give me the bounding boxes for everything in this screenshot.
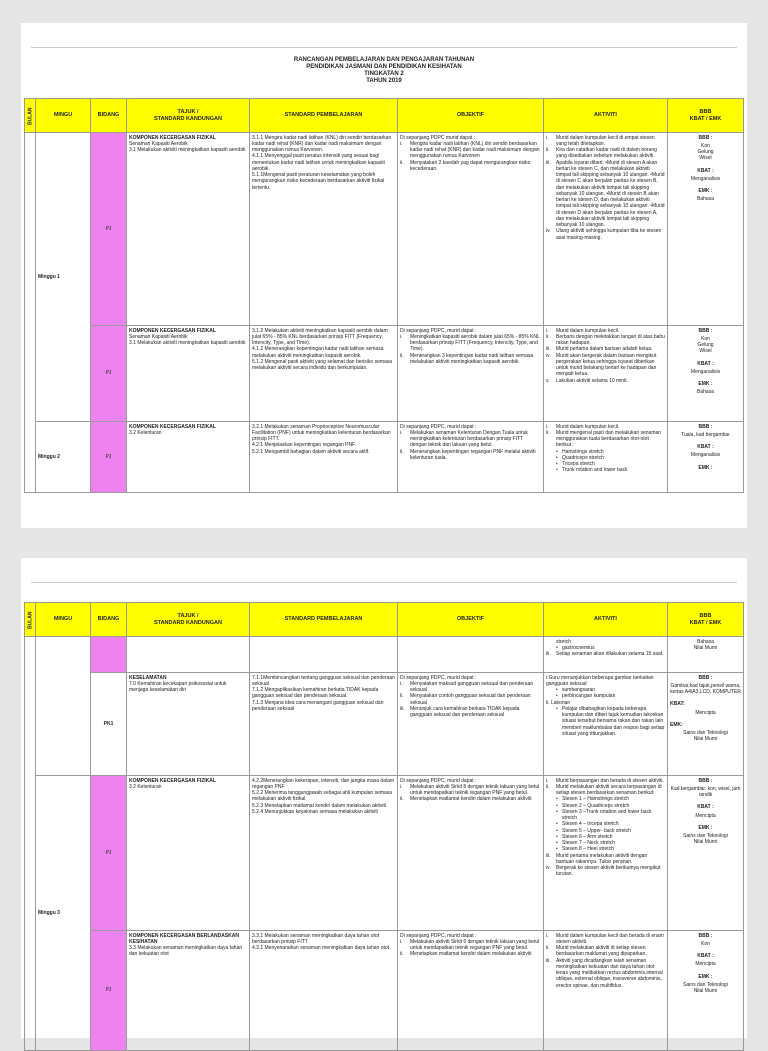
header-bbb-line1: BBB — [699, 108, 712, 115]
tajuk-cell — [127, 133, 250, 326]
tajuk-sub: 3.1 Melakukan aktiviti meningkatkan kapasiti aerobik — [129, 147, 246, 153]
sp-item: 5.2.1 Mengambil bahagian dalam aktiviti secara aktif. — [252, 448, 370, 455]
list-number: i. — [546, 932, 549, 939]
bullet-item: • Tricepa stretch — [546, 461, 665, 467]
list-text: Murid pertama melakukan aktiviti dengan bantuan rakannya. Tukar peranan. — [556, 852, 648, 865]
sp-item: 4.1.2 Menerangkan kepentingan kadar nadi latihan semasa melakukan aktiviti meningkatkan kapasiti aerobik. — [252, 346, 384, 359]
list-number: iii. — [546, 159, 551, 166]
bullet-item: • Stesen 8 – Heel stretch — [546, 846, 665, 852]
list-item — [400, 430, 541, 449]
list-text: Murid berpasangan dan berada di stesen aktiviti. — [556, 777, 664, 784]
header-tajuk-line1: TAJUK / — [177, 612, 199, 619]
bbb-items: Kon — [701, 940, 710, 947]
kbat-heading: KBAT : — [697, 167, 714, 174]
list-item — [400, 449, 541, 462]
list-text: Meningkatkan kapasiti aerobik dalam julat 65% - 85% KNL berdasarkan prinsip FITT (Frequency, Intencity, Type, and Time). — [410, 333, 540, 353]
header-minggu: MINGU — [36, 603, 91, 637]
sp-item: 4.3.1 Menyenaraikan senaman meningkatkan daya tahan otot — [252, 945, 390, 951]
sp-item: 3.1.2 Melakukan aktiviti meningkatkan kapasiti aerobik dalam julat 65% - 85% KNL berdasarkan prinsip FITT (Frequency, Intencity, Type, and Time). — [252, 327, 388, 346]
bbb-items: Kad bergambar, kon, wisel, jam randik — [670, 785, 741, 798]
list-text: Murid dalam kumpulan kecil di empat stesen yang telah ditetapkan. — [556, 134, 655, 147]
sp-item: 5.2.4 Menunjukkan keyakinan semasa melakukan aktiviti — [252, 808, 378, 815]
list-item — [546, 228, 665, 241]
sp-cell — [250, 673, 398, 776]
list-number: ii. — [546, 147, 550, 153]
list-text: Menerangkan kepentingan regangan PNF melalui aktiviti kelenturan tuala. — [410, 448, 536, 461]
aktiviti-cell — [544, 637, 668, 673]
list-text: Murid melakukan aktiviti di setiap stesen berdasarkan maklumat yang dipaparkan. — [556, 945, 647, 958]
emk-cell: Bahasa Nilai Murni — [668, 637, 744, 673]
objektif-intro: Di sepanjang PDPC, murid dapat : — [400, 674, 477, 681]
table-row — [25, 637, 744, 673]
list-text: Menetapkan matlamat kendiri dalam melakukan aktiviti — [410, 796, 532, 803]
header-objektif: OBJEKTIF — [398, 99, 544, 133]
aktiviti-cell — [544, 673, 668, 776]
bullet-item: • Stesen 3 –Trunk rotation and lower back stretch — [546, 809, 665, 822]
bbb-heading: BBB : — [698, 932, 713, 939]
list-text: Mengira kadar nadi latihan (KNL) diri sendiri berdasarkan kadar nadi rehat (KNR) dan kadar nadi maksimum dengan menggunakan rumus Karvonen — [410, 140, 540, 160]
list-text: Murid mengenal pasti dan melakukan senaman menggunakan tuala berdasarkan otot-otot berikut : — [556, 429, 662, 449]
list-text: Menyatakan 2 kaedah yag dapat mengurangkan risiko kecederaan. — [410, 159, 531, 172]
title-line-1: RANCANGAN PEMBELAJARAN DAN PENGAJARAN TAHUNAN — [293, 57, 475, 63]
list-item — [546, 945, 665, 958]
emk-heading: EMK : — [698, 824, 713, 831]
list-number: iii. — [546, 651, 551, 657]
sp-item: 4.1.1 Menyenggal pasti peratus intensiti yang sesuai bagi menentukan kadar nadi latihan untuk meningkatkan kapasiti aerobik. — [252, 153, 385, 172]
tajuk-heading: KOMPONEN KECERGASAN BERLANDASKAN KESIHATAN — [129, 932, 240, 945]
list-number: iv. — [546, 865, 551, 871]
header-objektif: OBJEKTIF — [398, 603, 544, 637]
bullet-item: • sumbangsaran — [546, 687, 665, 693]
aktiviti-cell — [544, 326, 668, 422]
bbb-cell — [668, 776, 744, 931]
bbb-items: Tuala, kad bergambar — [681, 431, 730, 438]
list-text: Melakukan aktiviti Sirkit 6 dengan teknik lakuan yang betul untuk mendapatkan teknik regangan PNF yang betul. — [410, 938, 540, 951]
list-number: ii. — [546, 783, 550, 790]
kbat-heading: KBAT : — [697, 444, 714, 450]
list-text: Berbaris dengan meletakkan tangan di atas bahu rakan hadapan. — [556, 333, 665, 346]
plan-table — [24, 602, 744, 1051]
tajuk-sub: 3.2 Kelenturan — [129, 429, 162, 436]
list-text: Murid pertama dalam barisan adalah ketua. — [556, 346, 653, 353]
document-page-2 — [21, 558, 747, 1038]
bullet-item: • perbincangan kumpulan — [546, 693, 665, 699]
bulan-cell — [25, 133, 36, 493]
list-number: i. — [400, 333, 403, 340]
bidang-cell: PK1 — [91, 673, 127, 776]
kbat-value: Mencipta — [695, 812, 716, 819]
header-row — [25, 99, 744, 133]
list-item — [400, 160, 541, 173]
emk-heading: EMK : — [698, 464, 713, 471]
bbb-cell — [668, 931, 744, 1051]
emk-heading: EMK : — [698, 973, 713, 980]
list-text: Menetapkan matlamat kendiri dalam melakukan aktiviti — [410, 951, 532, 958]
list-item — [546, 865, 665, 878]
bullet-item: • Quadriceps stretch — [546, 455, 665, 461]
list-number: iv. — [546, 352, 551, 359]
bullet-item: • Pelajar dibahagikan kepada beberapa kumpulan dan diberi tajuk kemudian lakonkan situasi tersebut bersama rakan dan rakan lain memberi maklumbalas dan respon bagi setiap situasi yang ditunjukkan. — [546, 706, 665, 737]
tajuk-sub: Senaman Kapasiti Aerobik — [129, 140, 188, 147]
bullet-item: • Stesen 5 – Upper- back stretch — [546, 828, 665, 834]
sp-item: 7.1.2 Mengaplikasikan kemahiran berkata TIDAK kepada gangguan seksual dan penderaan seksual. — [252, 687, 379, 700]
list-number: v. — [546, 377, 550, 384]
list-number: i. — [546, 327, 549, 334]
sp-cell — [250, 776, 398, 931]
bullet-item: • Stesen 4 – tricepa stretch — [546, 821, 665, 827]
bbb-cell — [668, 133, 744, 326]
bbb-heading: BBB : — [698, 423, 713, 430]
header-bbb — [668, 603, 744, 637]
list-text: Apabila isyarat diberi: •Murid di stesen A akan berlari ke stesen C, dan melakukan aktiviti lompat tali skipping sebanyak 10 ulangan. •Murid di stesen C akan berjalan pantas ke stesen B, dan melakukan aktiviti lompat tali skipping sebanyak 10 ulangan. •Murid di stesen B akan berlari ke stesen D, dan melakukan aktiviti lompat tali skipping sebanyak 10 ulangan. •Murid di stesen D akan berjalan pantas ke stesen A, dan melakukan aktiviti lompat tali skipping sebanyak 10 ulangan. — [556, 159, 665, 228]
bbb-cell — [668, 326, 744, 422]
tajuk-cell — [127, 637, 250, 673]
objektif-cell — [398, 776, 544, 931]
list-text: Menyatakan contoh gangguan seksual dan penderaan seksual — [410, 693, 531, 706]
list-text: Melakukan senaman Kelenturan Dengan Tuala untuk meningkatkan kelenturan berdasarkan prinsip FITT dengan teknik dan lakuan yang betul. — [410, 429, 528, 449]
bbb-heading: BBB : — [698, 327, 713, 334]
list-text: Murid dalam kumpulan kecil. — [556, 423, 620, 430]
bbb-items: Gambar,kad tajuk,pensil warna, kertas A4/A3,LCD, KOMPUTER — [670, 682, 741, 695]
bidang-cell: PJ — [91, 776, 127, 931]
objektif-cell — [398, 326, 544, 422]
bbb-heading: BBB : — [698, 674, 713, 681]
objektif-cell — [398, 931, 544, 1051]
header-minggu: MINGU — [36, 99, 91, 133]
list-text: Aktiviti yang dicadangkan ialah senaman meningkatkan kekuatan dan daya tahan otot lenas yang melibatkan rectus abdominis,internal oblique, external oblique, transverse abdominis, erector spinae, dan multifidus. — [556, 957, 663, 989]
list-item — [400, 706, 541, 719]
tajuk-sub: Senaman Kapasiti Aerobik — [129, 333, 188, 340]
list-number: iv. — [546, 228, 551, 235]
sp-item: 5.1.2 Mengenal pasti aktiviti yang selamat dan berisiko semasa melakukan aktiviti secara individu dan berkumpulan. — [252, 358, 393, 371]
sp-item: 5.2.3 Menetapkan matlamat kendiri dalam melakukan aktiviti — [252, 802, 386, 809]
list-text: Murid dalam kumpulan kecil dan berada di enam stesen aktiviti. — [556, 932, 664, 945]
list-item — [546, 430, 665, 449]
sp-cell — [250, 133, 398, 326]
list-item — [546, 160, 665, 229]
bullet-item: • gastrocnemius — [546, 645, 665, 651]
list-number: i. — [400, 680, 403, 687]
header-bbb-line2: KBAT / EMK — [689, 115, 722, 122]
header-tajuk-line2: STANDARD KANDUNGAN — [153, 619, 223, 626]
list-text: Menyatakan maksud gangguan seksual dan penderaan seksual — [410, 680, 534, 693]
header-bidang: BIDANG — [91, 99, 127, 133]
bullet-item: • Trunk rotation and lower back — [546, 467, 665, 473]
list-item — [400, 334, 541, 353]
document-page-1 — [21, 23, 747, 528]
aktiviti-item: i.Guru menunjukkan beberapa gambar berkaitan gangguan seksual — [546, 674, 654, 687]
list-item — [546, 353, 665, 378]
objektif-cell — [398, 673, 544, 776]
header-tajuk — [127, 99, 250, 133]
list-item — [546, 853, 665, 866]
tajuk-cell — [127, 326, 250, 422]
list-item — [546, 135, 665, 148]
table-row — [25, 673, 744, 776]
objektif-cell — [398, 133, 544, 326]
list-text: Kira dan catatkan kadar nadi di dalam borang yang disediakan sebelum melakukan aktiviti. — [556, 147, 657, 160]
minggu-cell: Minggu 1 — [36, 133, 91, 422]
objektif-cell — [398, 637, 544, 673]
bbb-cell — [668, 673, 744, 776]
list-text: Bergerak ke stesen aktiviti berikutnya mengikut turutan. — [556, 865, 661, 878]
sp-cell — [250, 326, 398, 422]
list-item — [400, 951, 541, 957]
bullet-item: • Hamstrings stretch — [546, 449, 665, 455]
list-text: Murid dalam kumpulan kecil. — [556, 327, 620, 334]
tajuk-heading: KOMPONEN KECERGASAN FIZIKAL — [129, 777, 216, 784]
sp-item: 7.1.3 Menjana idea cara menangani gangguan seksual dan penderaan seksual — [252, 699, 384, 712]
list-text: Ulang aktiviti sehingga kumpulan tiba ke stesen asal masing-masing. — [556, 228, 662, 241]
list-text: Menerangkan 3 kepentingan kadar nadi latihan semasa melakukan aktiviti meningkatkan kapasiti aerobik. — [410, 352, 534, 365]
list-item — [400, 939, 541, 952]
emk-value: Sains dan Teknologi Nilai Murni — [683, 730, 728, 743]
list-number: ii. — [546, 333, 550, 340]
header-sp: STANDARD PEMBELAJARAN — [250, 99, 398, 133]
plan-table — [24, 98, 744, 493]
bidang-cell: PJ — [91, 931, 127, 1051]
list-number: i. — [546, 777, 549, 784]
sp-item: 5.2.2 Menerima tanggungjawab sebagai ahli kumpulan semasa melakukan aktiviti fizikal — [252, 790, 393, 803]
header-bidang: BIDANG — [91, 603, 127, 637]
kbat-heading: KBAT : — [697, 953, 714, 959]
list-number: ii. — [400, 693, 404, 700]
kbat-value: Menganalisis — [690, 175, 721, 182]
header-aktiviti: AKTIVITI — [544, 99, 668, 133]
title-line-2: PENDIDIKAN JASMANI DAN PENDIDIKAN KESIHATAN — [306, 64, 462, 70]
bbb-items: Kon Gelung Wisel — [697, 335, 714, 355]
list-number: iii. — [546, 957, 551, 964]
table-row — [25, 326, 744, 422]
tajuk-heading: KOMPONEN KECERGASAN FIZIKAL — [129, 423, 216, 430]
objektif-cell — [398, 422, 544, 493]
list-number: ii. — [400, 159, 404, 166]
list-number: ii. — [400, 796, 404, 803]
objektif-intro: Di sepanjang PDPC, murid dapat : — [400, 932, 477, 939]
emk-heading: EMK : — [698, 381, 713, 387]
sp-item: 7.1.1Membincangkan tentang gangguan seksual dan penderaan seksual — [252, 674, 395, 687]
list-item — [400, 681, 541, 694]
aktiviti-item: ii. Lakonan — [546, 699, 571, 706]
aktiviti-continued: stretch — [556, 638, 572, 645]
tajuk-heading: KESELAMATAN — [129, 674, 167, 681]
list-number: i. — [400, 783, 403, 790]
list-number: ii. — [400, 352, 404, 359]
aktiviti-cell — [544, 422, 668, 493]
list-item — [546, 958, 665, 989]
title-line-3: TINGKATAN 2 — [364, 71, 404, 77]
sp-item: 4.2.1 Menjelaskan kepentingan regangan PNF. — [252, 442, 356, 449]
minggu-cell: Minggu 2 — [36, 422, 91, 493]
tajuk-sub: 7.0 Kemahiran kecekapan psikososial untuk menjaga keselamatan diri — [129, 680, 227, 693]
bidang-cell: PJ — [91, 422, 127, 493]
tajuk-sub: 3.2 Kelenturan — [129, 783, 162, 790]
sp-item: 3.2.1 Melakukan senaman Proprioceptive Neuromuscular Facilitation (PNF) untuk meningkatkan kelenturan berdasarkan prinsip FITT. — [252, 423, 391, 442]
list-item — [546, 147, 665, 160]
emk-value: Sains dan Teknologi Nilai Murni — [683, 981, 728, 994]
list-item — [546, 933, 665, 946]
document-title — [21, 57, 747, 85]
header-bulan: BULAN — [25, 603, 36, 637]
table-row — [25, 422, 744, 493]
tajuk-sub: 3.1 Melakukan aktiviti meningkatkan kapasiti aerobik — [129, 340, 246, 346]
bbb-cell — [668, 422, 744, 493]
tajuk-cell — [127, 422, 250, 493]
title-line-4: TAHUN 2019 — [366, 78, 402, 84]
list-number: i. — [400, 140, 403, 147]
sp-item: 4.2.2Menerangkan kekerapan, intensiti, dan jangka masa dalam regangan PNF — [252, 777, 395, 790]
emk-value: Bahasa — [697, 389, 714, 396]
list-item — [546, 378, 665, 384]
list-text: Murid akan bergerak dalam barisan mengikut pergerakan ketua sehingga isyarat diberikan untuk murid belakang berlari ke hadapan dan menjadi ketua. — [556, 352, 657, 378]
page-rule — [31, 582, 737, 583]
list-text: Lakukan aktiviti selama 10 minit. — [556, 377, 628, 384]
bullet-item: • Stesen 6 – Arm stretch — [546, 834, 665, 840]
table-row — [25, 931, 744, 1051]
tajuk-cell — [127, 776, 250, 931]
header-aktiviti: AKTIVITI — [544, 603, 668, 637]
bidang-cell: PJ — [91, 326, 127, 422]
header-bbb-line1: BBB — [699, 612, 712, 619]
kbat-value: Mencipta — [695, 709, 716, 716]
list-number: ii. — [546, 429, 550, 436]
list-number: iii. — [400, 705, 405, 712]
list-item — [400, 784, 541, 797]
objektif-intro: Di sepanjang PDPC murid dapat : — [400, 134, 476, 141]
sp-item: 3.3.1 Melakukan senaman meningkatkan daya tahan otot berdasarkan prinsip FITT — [252, 932, 380, 945]
page-rule — [31, 47, 737, 48]
bbb-items: Kon Gelung Wisel — [697, 142, 714, 162]
tajuk-cell — [127, 673, 250, 776]
header-sp: STANDARD PEMBELAJARAN — [250, 603, 398, 637]
list-item — [546, 334, 665, 347]
bullet-item: • Stesen 2 – Quadriceps stretch — [546, 803, 665, 809]
header-bulan: BULAN — [25, 99, 36, 133]
list-text: Menunjuk cara kemahiran berkata TIDAK kepada gangguan seksual dan penderaan seksual — [410, 705, 520, 718]
list-item — [546, 784, 665, 797]
sp-item: 5.1.1Mengenal pasti peraturan keselamatan yang boleh mengurangkan risiko kecederaan berdasarkan aktiviti fizikal tertentu. — [252, 172, 385, 191]
list-number: i. — [546, 423, 549, 430]
bidang-cell: PJ — [91, 133, 127, 326]
list-number: ii. — [400, 951, 404, 958]
header-tajuk — [127, 603, 250, 637]
bulan-cell — [25, 637, 36, 1051]
tajuk-heading: KOMPONEN KECERGASAN FIZIKAL — [129, 327, 216, 334]
list-item — [400, 693, 541, 706]
list-number: iii. — [546, 346, 551, 353]
tajuk-heading: KOMPONEN KECERGASAN FIZIKAL — [129, 134, 216, 141]
list-text: Melakukan aktiviti Sirkit 8 dengan teknik lakuan yang betul untuk mendapatkan teknik regangan PNF yang betul. — [410, 783, 540, 796]
aktiviti-cell — [544, 776, 668, 931]
table-row — [25, 776, 744, 931]
header-bbb-line2: KBAT / EMK — [689, 619, 722, 626]
kbat-value: Menganalisis — [690, 452, 721, 459]
list-number: i. — [400, 429, 403, 436]
sp-item: 3.1.1 Mengira kadar nadi latihan (KNL) diri sendiri berdasarkan kadar nadi rehat (KNR) dan kadar nadi maksimum dengan menggunakan rumus Karvonen. — [252, 134, 392, 153]
list-number: ii. — [546, 945, 550, 951]
list-number: i. — [546, 134, 549, 141]
kbat-heading: KBAT : — [697, 360, 714, 367]
list-text: Setiap senaman akan dilakukan selama 15 saat. — [556, 651, 664, 657]
emk-value: Bahasa — [697, 196, 714, 203]
objektif-intro: Di sepanjang PDPC, murid dapat : — [400, 327, 477, 334]
objektif-intro: Di sepanjang PDPC, murid dapat : — [400, 777, 477, 784]
header-tajuk-line1: TAJUK / — [177, 108, 199, 115]
bidang-cell — [91, 637, 127, 673]
tajuk-sub: 3.3 Melakukan senaman meningkatkan daya tahan dan kekuatan otot — [129, 945, 243, 958]
kbat-value: Mencipta — [695, 961, 716, 968]
table-row — [25, 133, 744, 326]
emk-heading: EMK: — [670, 721, 683, 728]
list-number: ii. — [400, 448, 404, 455]
emk-heading: EMK : — [698, 188, 713, 194]
bbb-heading: BBB : — [698, 134, 713, 141]
bullet-item: • Stesen 1 – Hamstrings stretch — [546, 796, 665, 802]
aktiviti-cell — [544, 133, 668, 326]
header-bbb — [668, 99, 744, 133]
sp-cell — [250, 931, 398, 1051]
header-row — [25, 603, 744, 637]
objektif-intro: Di sepanjang PDPC, murid dapat : — [400, 423, 477, 430]
sp-cell — [250, 637, 398, 673]
bbb-heading: BBB : — [698, 777, 713, 784]
list-item — [400, 796, 541, 802]
list-number: iii. — [546, 852, 551, 859]
kbat-value: Menganalisis — [690, 368, 721, 375]
tajuk-cell — [127, 931, 250, 1051]
bullet-item: • Stesen 7 – Neck stretch — [546, 840, 665, 846]
kbat-heading: KBAT : — [697, 804, 714, 811]
minggu-cell: Minggu 3 — [36, 776, 91, 1051]
header-tajuk-line2: STANDARD KANDUNGAN — [153, 115, 223, 122]
list-text: Murid melakukan aktiviti secara berpasangan di setiap stesen berdasarkan senaman berikut: — [556, 783, 662, 796]
sp-cell — [250, 422, 398, 493]
list-item — [400, 141, 541, 160]
kbat-heading: KBAT: — [670, 701, 685, 708]
minggu-cell — [36, 637, 91, 776]
list-item — [400, 353, 541, 366]
list-item — [546, 651, 665, 657]
aktiviti-cell — [544, 931, 668, 1051]
emk-value: Sains dan Teknologi Nilai Murni — [683, 833, 728, 846]
list-number: i. — [400, 938, 403, 945]
